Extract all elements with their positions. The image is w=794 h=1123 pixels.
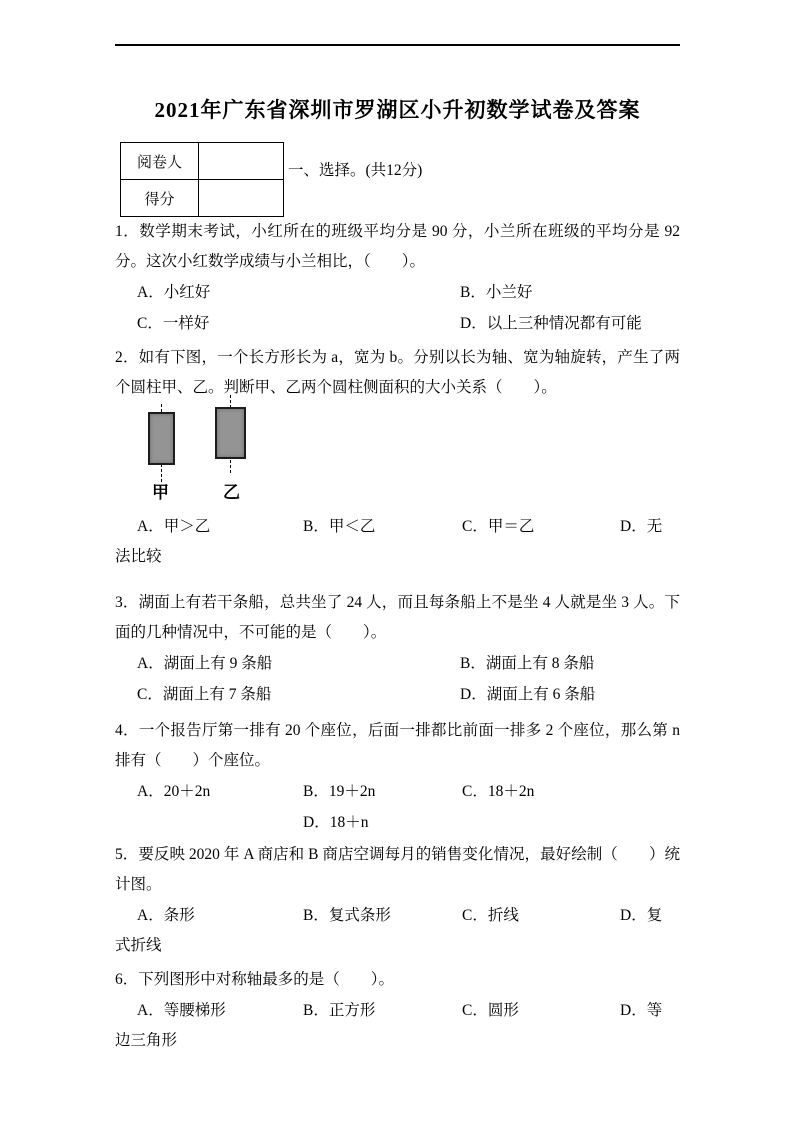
question-2 xyxy=(115,343,680,572)
option-a: A．小红好 xyxy=(137,284,211,301)
option-c: C．18＋2n xyxy=(462,783,535,800)
question-5 xyxy=(115,840,680,961)
option-row xyxy=(115,995,680,1026)
option-spacer xyxy=(620,776,680,807)
option-c: C．折线 xyxy=(462,907,519,924)
page-title: 2021年广东省深圳市罗湖区小升初数学试卷及答案 xyxy=(154,98,641,122)
option-row xyxy=(115,277,680,308)
option-d: D．18＋n xyxy=(303,814,369,831)
option-row xyxy=(115,648,680,679)
grader-value-cell xyxy=(199,143,284,180)
option-row xyxy=(115,776,680,807)
option-b: B．甲＜乙 xyxy=(303,518,376,535)
option-d: D．等 xyxy=(620,1002,663,1019)
question-text: 3．湖面上有若干条船，总共坐了 24 人，而且每条船上不是坐 4 人就是坐 3 人。下面的几种情况中，不可能的是（ ）。 xyxy=(115,594,680,641)
question-text: 1．数学期末考试，小红所在的班级平均分是 90 分，小兰所在班级的平均分是 92 分。这次小红数学成绩与小兰相比，（ ）。 xyxy=(115,223,680,270)
option-d: D．湖面上有 6 条船 xyxy=(460,686,596,703)
question-text: 4．一个报告厅第一排有 20 个座位，后面一排都比前面一排多 2 个座位，那么第 n 排有（ ）个座位。 xyxy=(115,722,680,769)
option-d-continuation: 法比较 xyxy=(115,548,162,565)
option-c: C．一样好 xyxy=(137,315,210,332)
option-b: B．正方形 xyxy=(303,1002,376,1019)
option-c: C．湖面上有 7 条船 xyxy=(137,686,272,703)
score-table xyxy=(120,142,284,217)
option-c: C．圆形 xyxy=(462,1002,519,1019)
option-d: D．无 xyxy=(620,518,663,535)
option-row xyxy=(115,807,680,838)
score-label: 得分 xyxy=(121,180,199,217)
option-c: C．甲＝乙 xyxy=(462,518,535,535)
option-b: B．小兰好 xyxy=(460,284,533,301)
cylinder-rotation-figure xyxy=(115,403,680,511)
rectangle-jia xyxy=(148,412,175,465)
figure-label-jia: 甲 xyxy=(152,483,169,502)
score-table-row xyxy=(121,143,284,180)
score-value-cell xyxy=(199,180,284,217)
option-a: A．甲＞乙 xyxy=(137,518,211,535)
grader-label: 阅卷人 xyxy=(121,143,199,180)
question-4 xyxy=(115,716,680,838)
score-header xyxy=(115,142,680,217)
option-spacer xyxy=(137,807,303,838)
option-b: B．19＋2n xyxy=(303,783,376,800)
option-a: A．条形 xyxy=(137,907,195,924)
option-row xyxy=(115,679,680,710)
option-a: A．20＋2n xyxy=(137,783,211,800)
option-row xyxy=(115,511,680,542)
question-text: 5．要反映 2020 年 A 商店和 B 商店空调每月的销售变化情况，最好绘制（ ）统计图。 xyxy=(115,846,680,893)
question-text: 2．如有下图，一个长方形长为 a，宽为 b。分别以长为轴、宽为轴旋转，产生了两个圆柱甲、乙。判断甲、乙两个圆柱侧面积的大小关系（ ）。 xyxy=(115,349,680,396)
header-divider xyxy=(115,44,680,46)
option-spacer xyxy=(462,807,620,838)
question-1 xyxy=(115,217,680,339)
option-b: B．复式条形 xyxy=(303,907,391,924)
option-d: D．以上三种情况都有可能 xyxy=(460,315,642,332)
rectangle-yi xyxy=(215,407,246,459)
option-b: B．湖面上有 8 条船 xyxy=(460,655,595,672)
figure-label-yi: 乙 xyxy=(223,483,240,502)
option-a: A．等腰梯形 xyxy=(137,1002,226,1019)
option-spacer xyxy=(620,807,680,838)
option-row xyxy=(115,308,680,339)
section-heading: 一、选择。(共12分) xyxy=(288,161,423,179)
question-6 xyxy=(115,965,680,1056)
option-row xyxy=(115,900,680,931)
option-d-continuation: 式折线 xyxy=(115,937,162,954)
question-3 xyxy=(115,588,680,710)
question-text: 6．下列图形中对称轴最多的是（ ）。 xyxy=(115,971,395,988)
option-a: A．湖面上有 9 条船 xyxy=(137,655,273,672)
option-d: D．复 xyxy=(620,907,663,924)
option-d-continuation: 边三角形 xyxy=(115,1032,178,1049)
score-table-row xyxy=(121,180,284,217)
